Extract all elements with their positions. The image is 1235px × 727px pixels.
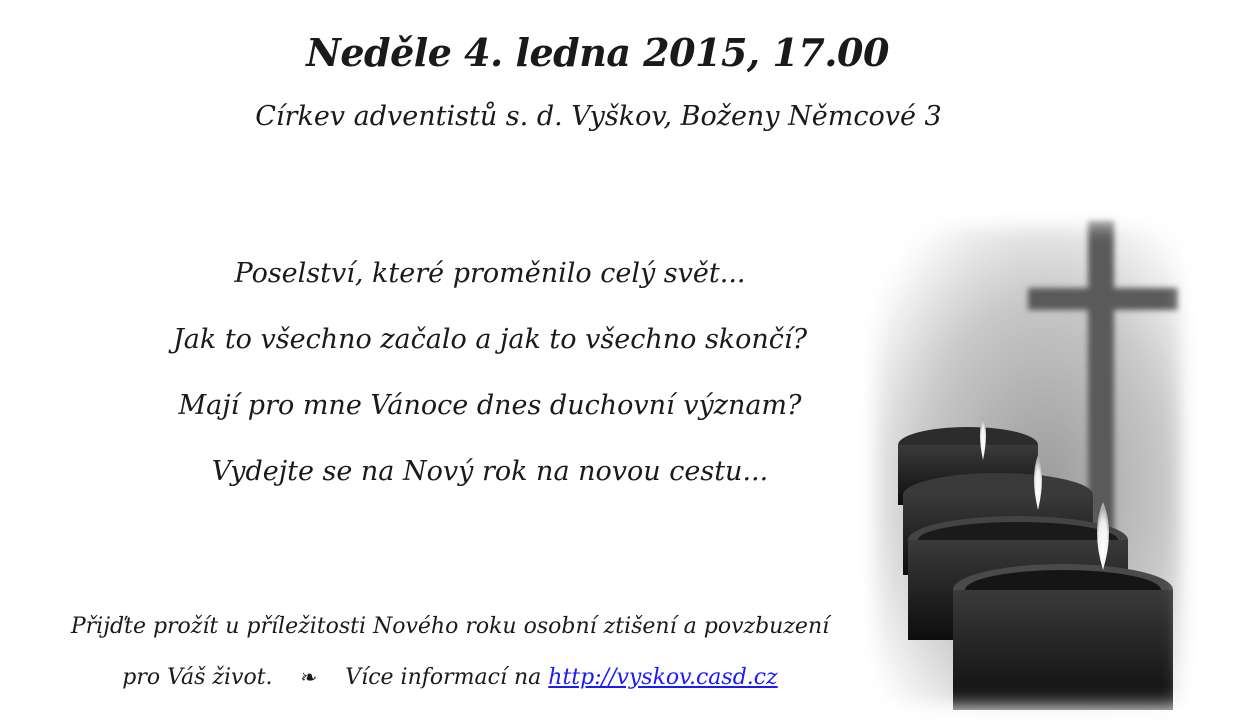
message-line-1: Poselství, které proměnilo celý svět... — [234, 258, 746, 289]
event-title: Neděle 4. ledna 2015, 17.00 — [306, 30, 889, 75]
message-lines — [0, 252, 980, 516]
footer-text-start: pro Váš život. — [122, 665, 273, 690]
footer-line-1: Přijďte prožít u příležitosti Nového roku osobní ztišení a povzbuzení — [70, 614, 830, 639]
ornament-icon: ❧ — [300, 665, 318, 689]
event-location: Církev adventistů s. d. Vyškov, Boženy Němcové 3 — [255, 101, 942, 132]
cross-candles-image — [858, 210, 1198, 720]
website-link[interactable]: http://vyskov.casd.cz — [548, 665, 778, 690]
info-text: Více informací na — [345, 665, 542, 690]
message-line-2: Jak to všechno začalo a jak to všechno skončí? — [172, 324, 808, 355]
message-line-4: Vydejte se na Nový rok na novou cestu... — [211, 456, 769, 487]
footer — [0, 602, 900, 703]
message-line-3: Mají pro mne Vánoce dnes duchovní význam? — [178, 390, 802, 421]
footer-line-2 — [0, 652, 900, 703]
